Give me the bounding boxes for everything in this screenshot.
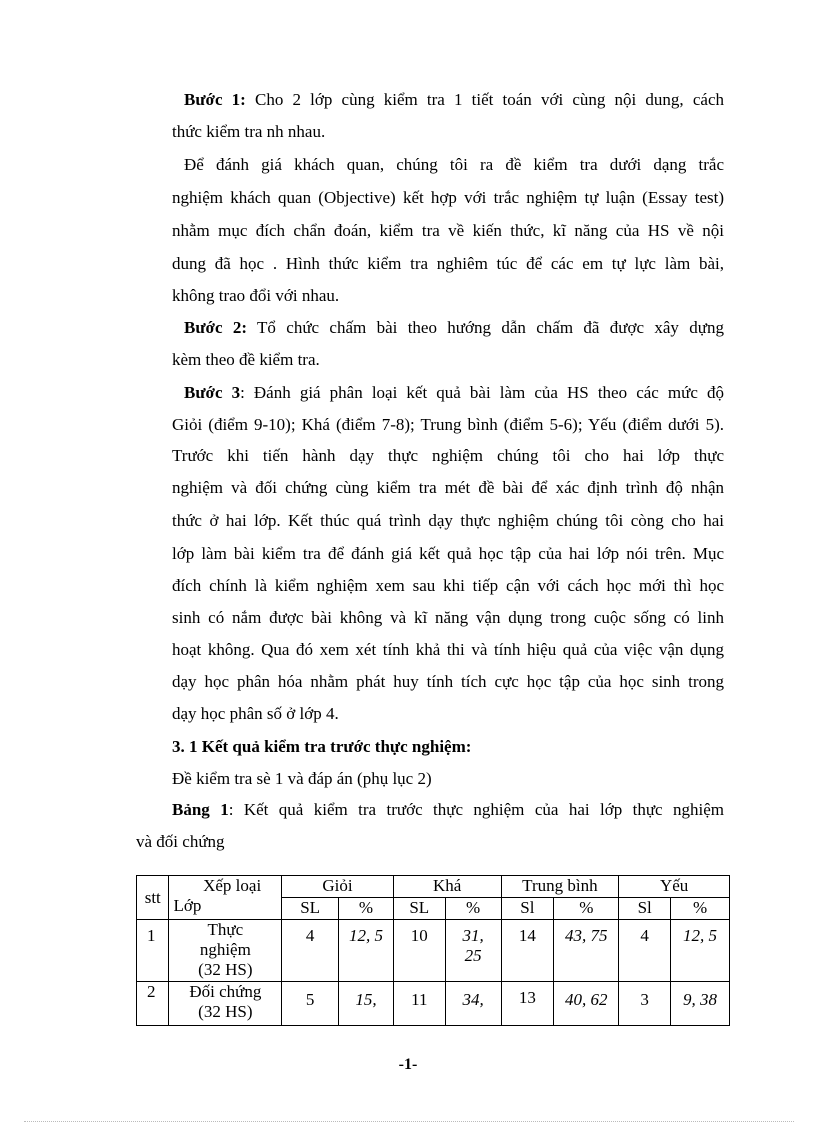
table-row [137, 982, 730, 1026]
para2-line5: không trao đổi với nhau. [172, 286, 340, 305]
para2-line2: nghiệm khách quan (Objective) kết hợp với trắc nghiệm tự luận (Essay test) [172, 188, 724, 207]
stt-header: stt [137, 876, 169, 920]
para4-line4: lớp làm bài kiểm tra để đánh giá kết quả học tập của hai lớp nói trên. Mục [172, 544, 724, 563]
cell-value: 4 [619, 920, 671, 982]
para4-line3: thức ở hai lớp. Kết thúc quá trình dạy thực nghiệm chúng tôi còng cho hai [172, 511, 724, 530]
diag-top-label: Xếp loại [203, 876, 262, 895]
cell-value: 4 [282, 920, 339, 982]
sub-header: % [554, 898, 619, 920]
sub-header: Sl [501, 898, 554, 920]
para4-line5: đích chính là kiểm nghiệm xem sau khi tiếp cận với cách học mới thì học [172, 576, 724, 595]
cell-percent: 12, 5 [339, 920, 394, 982]
cell-value: 10 [393, 920, 445, 982]
para4-line1: Trước khi tiến hành dạy thực nghiệm chúng tôi cho hai lớp thực [172, 446, 724, 465]
sub-header: % [339, 898, 394, 920]
step2-text: Tổ chức chấm bài theo hướng dẫn chấm đã được xây dựng [247, 318, 724, 337]
cell-value: 3 [619, 982, 671, 1026]
step1-line2: thức kiểm tra nh nhau. [172, 122, 326, 141]
test-reference: Đề kiểm tra sè 1 và đáp án (phụ lục 2) [172, 769, 432, 788]
group-header-gioi: Giỏi [282, 876, 394, 898]
step3-line1 [184, 383, 724, 403]
diag-bottom-label: Lớp [173, 896, 202, 915]
step1-text: Cho 2 lớp cùng kiểm tra 1 tiết toán với cùng nội dung, cách [245, 90, 724, 109]
table-caption-line2: và đối chứng [136, 832, 225, 851]
para4-line8: dạy học phân hóa nhằm phát huy tính tích cực học tập của học sinh trong [172, 672, 724, 691]
sub-header: % [445, 898, 501, 920]
para4-line6: sinh có nắm được bài không và kĩ năng vận dụng trong cuộc sống có linh [172, 608, 724, 627]
step2-line1 [184, 318, 724, 338]
para2-line3: nhằm mục đích chẩn đoán, kiểm tra về kiến thức, kĩ năng của HS về nội [172, 221, 724, 240]
cell-percent: 31, 25 [445, 920, 501, 982]
cell-value: 14 [501, 920, 554, 982]
table-caption-line1 [172, 800, 724, 820]
results-table [136, 875, 730, 1026]
para4-line7: hoạt không. Qua đó xem xét tính khả thi và tính hiệu quả của việc vận dụng [172, 640, 724, 659]
diagonal-header-cell [169, 876, 282, 920]
group-header-trung-binh: Trung bình [501, 876, 619, 898]
step2-label: Bước 2: [184, 318, 248, 337]
step2-line2: kèm theo đề kiểm tra. [172, 350, 320, 369]
step3-line2: Giỏi (điểm 9-10); Khá (điểm 7-8); Trung bình (điểm 5-6); Yếu (điểm dưới 5). [172, 415, 724, 434]
step1-label: Bước 1: [184, 90, 246, 109]
cell-value: 5 [282, 982, 339, 1026]
group-header-yeu: Yếu [619, 876, 730, 898]
page-number: -1- [398, 1056, 418, 1073]
cell-value: 11 [393, 982, 445, 1026]
cell-percent: 40, 62 [554, 982, 619, 1026]
cell-percent: 9, 38 [671, 982, 730, 1026]
table-header-row [137, 876, 730, 898]
row-class [169, 920, 282, 982]
sub-header: % [671, 898, 730, 920]
table-row [137, 920, 730, 982]
row-stt: 2 [137, 982, 169, 1026]
para4-line9: dạy học phân số ở lớp 4. [172, 704, 339, 723]
step3-text: : Đánh giá phân loại kết quả bài làm của HS theo các mức độ [240, 383, 724, 402]
sub-header: Sl [619, 898, 671, 920]
page-bottom-divider [24, 1121, 794, 1122]
cell-percent: 34, [445, 982, 501, 1026]
para4-line2: nghiệm và đối chứng cùng kiểm tra mét đề bài để xác định trình độ nhận [172, 478, 724, 497]
cell-percent: 15, [339, 982, 394, 1026]
sub-header: SL [393, 898, 445, 920]
class-line: nghiệm [199, 940, 251, 959]
step3-label: Bước 3 [184, 383, 241, 402]
cell-percent: 43, 75 [554, 920, 619, 982]
table-caption-text: : Kết quả kiểm tra trước thực nghiệm của hai lớp thực nghiệm [228, 800, 724, 819]
step1-line1 [184, 90, 724, 110]
row-stt: 1 [137, 920, 169, 982]
class-line: Thực [207, 920, 244, 939]
para2-line4: dung đã học . Hình thức kiểm tra nghiêm túc để các em tự lực làm bài, [172, 254, 724, 273]
section-heading: 3. 1 Kết quả kiểm tra trước thực nghiệm: [172, 737, 472, 756]
cell-percent: 12, 5 [671, 920, 730, 982]
sub-header: SL [282, 898, 339, 920]
cell-value: 13 [501, 982, 554, 1026]
class-line: Đối chứng [189, 982, 262, 1001]
group-header-kha: Khá [393, 876, 501, 898]
class-line: (32 HS) [198, 1002, 253, 1021]
class-line: (32 HS) [198, 960, 253, 979]
para2-line1: Để đánh giá khách quan, chúng tôi ra đề kiểm tra dưới dạng trắc [184, 155, 724, 174]
row-class [169, 982, 282, 1026]
table-label: Bảng 1 [172, 800, 229, 819]
